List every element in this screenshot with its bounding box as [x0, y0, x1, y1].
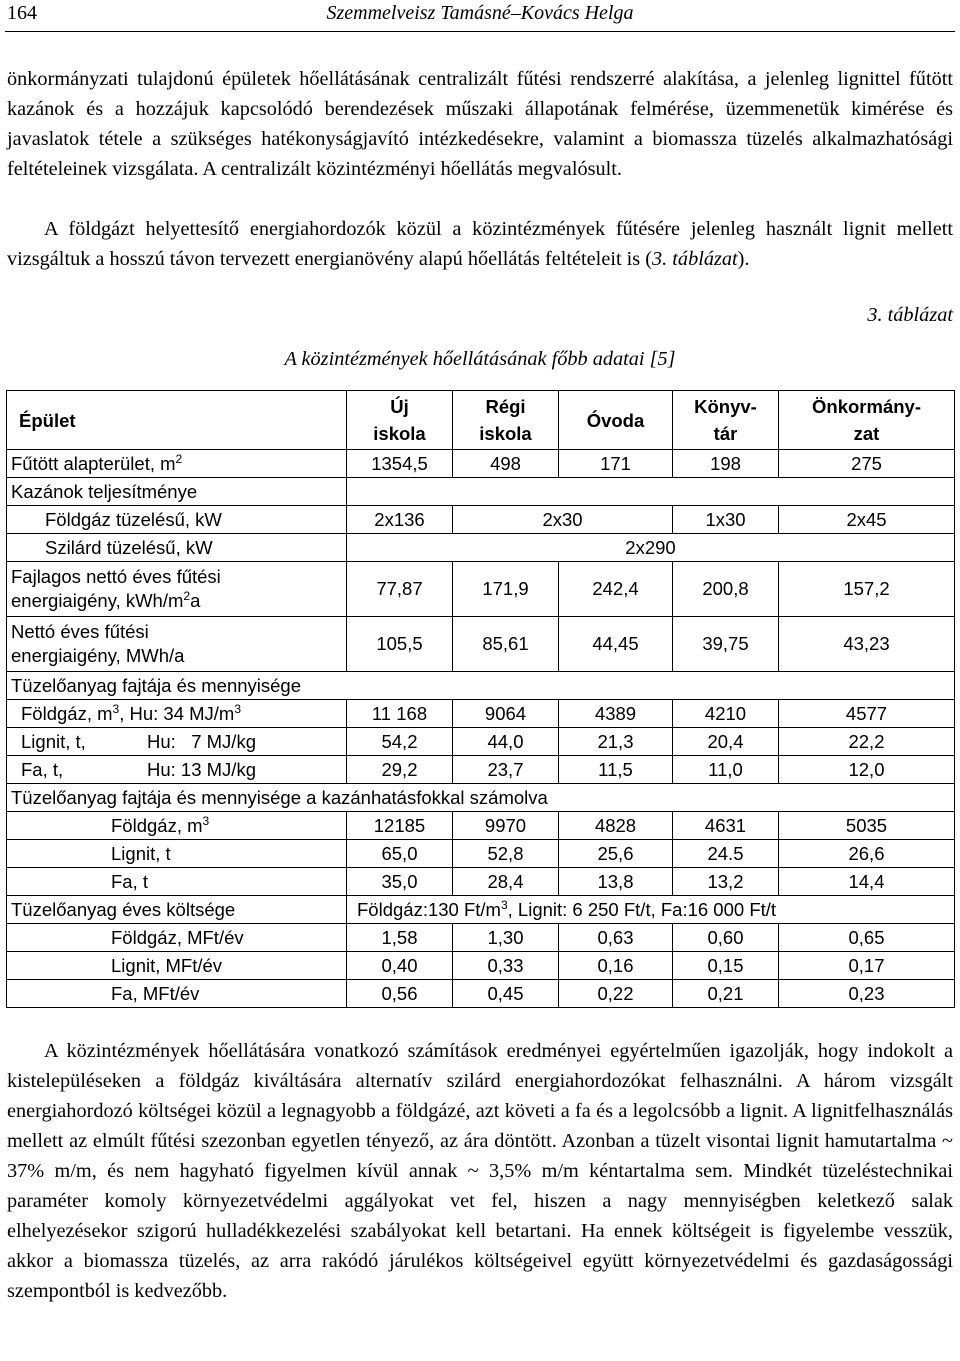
table-cell: 198 [673, 450, 779, 478]
table-cell: 4828 [559, 812, 673, 840]
table-cell: 25,6 [559, 840, 673, 868]
header-municipality: Önkormány- zat [779, 391, 955, 450]
row-label: Lignit, t [7, 840, 347, 868]
table-cell: 200,8 [673, 562, 779, 617]
table-cell: 11,0 [673, 756, 779, 784]
table-row [7, 728, 955, 756]
table-cell: 11,5 [559, 756, 673, 784]
table-row [7, 506, 955, 534]
page-header [5, 0, 955, 30]
row-label: Fa, MFt/év [7, 980, 347, 1008]
table-row [7, 840, 955, 868]
table-cell: 54,2 [347, 728, 453, 756]
table-cell: 12,0 [779, 756, 955, 784]
table-cell: 4389 [559, 700, 673, 728]
page-number: 164 [7, 2, 37, 24]
table-row [7, 784, 955, 812]
table-row [7, 617, 955, 672]
table-cell: 242,4 [559, 562, 673, 617]
table-row [7, 756, 955, 784]
table-cell: 157,2 [779, 562, 955, 617]
table-row [7, 868, 955, 896]
table-cell: 13,8 [559, 868, 673, 896]
row-label: Fajlagos nettó éves fűtési energiaigény, kWh/$m^2a$ [7, 562, 347, 617]
table-cell: 1,30 [453, 924, 559, 952]
second-paragraph [7, 214, 953, 274]
row-label: Fa, t, Hu: 13 MJ/kg [7, 756, 347, 784]
running-author: Szemmelveisz Tamásné–Kovács Helga [326, 2, 634, 24]
table-cell: 0,22 [559, 980, 673, 1008]
table-cell: 5035 [779, 812, 955, 840]
table-row [7, 924, 955, 952]
table-row [7, 562, 955, 617]
row-label: Földgáz, MFt/év [7, 924, 347, 952]
table-cell: 2x30 [453, 506, 673, 534]
row-label: Kazánok teljesítménye [7, 478, 347, 506]
table-row [7, 672, 955, 700]
table-cell: 44,45 [559, 617, 673, 672]
table-cell: 0,63 [559, 924, 673, 952]
table-row [7, 700, 955, 728]
table-header-row [7, 391, 955, 450]
table-row [7, 534, 955, 562]
header-old-school: Régi iskola [453, 391, 559, 450]
table-row [7, 450, 955, 478]
section-label: Tüzelőanyag fajtája és mennyisége a kazánhatásfokkal számolva [7, 784, 955, 812]
intro-paragraph: önkormányzati tulajdonú épületek hőellátásának centralizált fűtési rendszerré alakítása, a jelenleg lignittel fűtött kazánok és a hozzájuk kapcsolódó berendezések műszaki állapotának felmérése, üzemmenetük kimérése és javaslatok tétele a szükséges hatékonyságjavító intézkedésekre, valamint a biomassza tüzelés alkalmazhatósági feltételeinek vizsgálata. A centralizált közintézményi hőellátás megvalósult. [7, 68, 953, 180]
table-cell: 0,65 [779, 924, 955, 952]
table-cell: 12185 [347, 812, 453, 840]
table-cell: 20,4 [673, 728, 779, 756]
table-cell: 35,0 [347, 868, 453, 896]
table-cell: 1,58 [347, 924, 453, 952]
header-library: Könyv- tár [673, 391, 779, 450]
data-table [6, 390, 955, 1008]
table-cell: 22,2 [779, 728, 955, 756]
row-label: Földgáz, $m^3$ [7, 812, 347, 840]
table-cell: 171,9 [453, 562, 559, 617]
row-label: Szilárd tüzelésű, kW [7, 534, 347, 562]
table-cell: 21,3 [559, 728, 673, 756]
row-label: Nettó éves fűtési energiaigény, MWh/a [7, 617, 347, 672]
table-row [7, 980, 955, 1008]
table-cell: 13,2 [673, 868, 779, 896]
row-label: Fűtött alapterület, $m^2$ [7, 450, 347, 478]
table-cell: 1x30 [673, 506, 779, 534]
table-cell: 28,4 [453, 868, 559, 896]
table-row [7, 952, 955, 980]
table-cell: 26,6 [779, 840, 955, 868]
table-cell: 29,2 [347, 756, 453, 784]
table-cell: 24.5 [673, 840, 779, 868]
header-building: Épület [7, 391, 347, 450]
table-cell: 0,16 [559, 952, 673, 980]
table-cell: 105,5 [347, 617, 453, 672]
table-row [7, 478, 955, 506]
table-cell: 43,23 [779, 617, 955, 672]
table-cell: 39,75 [673, 617, 779, 672]
header-rule [5, 31, 955, 32]
conclusion-paragraph: A közintézmények hőellátására vonatkozó számítások eredményei egyértelműen igazolják, hogy indokolt a kistelepüléseken a földgáz kiváltására alternatív szilárd energiahordozókat felhasználni. A három vizsgált energiahordozó költségei közül a legnagyobb a földgázé, azt követi a fa és a legolcsóbb a lignit. A lignitfelhasználás mellett az elmúlt fűtési szezonban egyetlen tényező, az ára döntött. Azonban a tüzelt visontai lignit hamutartalma ~ 37% m/m, és nem hagyható figyelmen kívül annak ~ 3,5% m/m kéntartalma sem. Mindkét tüzeléstechnikai paraméter komoly környezetvédelmi aggályokat vet fel, hiszen a nagy mennyiségben keletkező salak elhelyezésekor szigorú hulladékkezelési szabályokat kell betartani. Ha ennek költségeit is figyelembe vesszük, akkor a biomassza tüzelés, az arra rakódó járulékos költségeivel együtt környezetvédelmi és gazdaságossági szempontból is kedvezőbb. [7, 1040, 953, 1302]
section-label: Tüzelőanyag fajtája és mennyisége [7, 672, 955, 700]
table-cell: 0,33 [453, 952, 559, 980]
table-reference: 3. táblázat [652, 248, 738, 270]
table-cell: 0,15 [673, 952, 779, 980]
table-cell [347, 478, 955, 506]
header-new-school: Új iskola [347, 391, 453, 450]
header-kindergarten: Óvoda [559, 391, 673, 450]
table-cell: 498 [453, 450, 559, 478]
row-label: Fa, t [7, 868, 347, 896]
table-label: 3. táblázat [867, 304, 953, 326]
table-cell: 2x45 [779, 506, 955, 534]
table-cell: 9064 [453, 700, 559, 728]
second-paragraph-end: ). [737, 248, 750, 270]
table-cell: 9970 [453, 812, 559, 840]
table-cell: 65,0 [347, 840, 453, 868]
table-row [7, 812, 955, 840]
table-cell: 11 168 [347, 700, 453, 728]
table-cell: 23,7 [453, 756, 559, 784]
table-cell: 4631 [673, 812, 779, 840]
row-label: Tüzelőanyag éves költsége [7, 896, 347, 924]
table-cell: 77,87 [347, 562, 453, 617]
row-label: Földgáz, $m^3$, Hu: 34 $MJ/m^3$ [7, 700, 347, 728]
table-cell: 85,61 [453, 617, 559, 672]
table-cell: 0,60 [673, 924, 779, 952]
table-cell: 0,23 [779, 980, 955, 1008]
table-cell: 171 [559, 450, 673, 478]
row-label: Lignit, t, Hu: 7 MJ/kg [7, 728, 347, 756]
price-note: Földgáz:130 $Ft/m^3$, Lignit: 6 250 Ft/t, Fa:16 000 Ft/t [347, 896, 955, 924]
table-cell: 0,21 [673, 980, 779, 1008]
row-label: Lignit, MFt/év [7, 952, 347, 980]
row-label: Földgáz tüzelésű, kW [7, 506, 347, 534]
table-cell: 2x136 [347, 506, 453, 534]
table-cell: 4210 [673, 700, 779, 728]
table-cell: 14,4 [779, 868, 955, 896]
table-cell: 44,0 [453, 728, 559, 756]
table-cell: 2x290 [347, 534, 955, 562]
table-row [7, 896, 955, 924]
table-cell: 0,45 [453, 980, 559, 1008]
table-cell: 0,40 [347, 952, 453, 980]
table-cell: 52,8 [453, 840, 559, 868]
table-cell: 275 [779, 450, 955, 478]
table-cell: 0,56 [347, 980, 453, 1008]
table-caption: A közintézmények hőellátásának főbb adatai [5] [284, 348, 676, 370]
table-cell: 1354,5 [347, 450, 453, 478]
table-cell: 0,17 [779, 952, 955, 980]
second-paragraph-text: A földgázt helyettesítő energiahordozók közül a közintézmények fűtésére jelenleg használt lignit mellett vizsgáltuk a hosszú távon tervezett energianövény alapú hőellátás feltételeit is ( [7, 218, 953, 270]
table-cell: 4577 [779, 700, 955, 728]
